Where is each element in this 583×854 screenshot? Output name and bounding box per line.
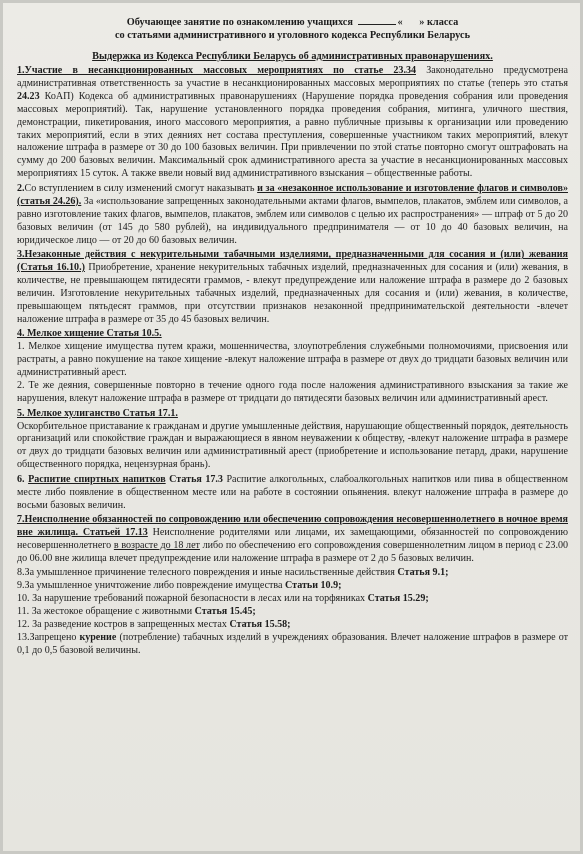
list-item-text: 11. За жестокое обращение с животными <box>17 606 195 618</box>
list-item <box>17 619 568 632</box>
list-item-text: 9.За умышленное уничтожение либо повреждение имущества <box>17 580 286 592</box>
section-2-number: 2. <box>17 182 25 194</box>
list-item <box>17 567 568 580</box>
list-item-text: 8.За умышленное причинение телесного повреждения и иные насильственные действия <box>17 567 398 579</box>
section-3-heading: 3.Незаконные действия с некурительными табачными изделиями, предназначенными для сосания и (или) жевания (Статья 16.10.) <box>17 249 568 274</box>
section-13-lead: 13.Запрещено <box>17 632 80 644</box>
section-2-heading: и за «незаконное использование и изготовление флагов и символов» (статья 24.26). <box>17 182 568 207</box>
section-5 <box>17 408 568 473</box>
list-item <box>17 580 568 593</box>
section-7-body-b: либо по обеспечению его сопровождения совершеннолетним лицом в период с 23.00 до 06.00 вне жилища влечет предупреждение или наложение штрафа в размере от 2 до 5 базовых величин. <box>17 540 569 565</box>
section-4-point-2: 2. Те же деяния, совершенные повторно в течение одного года после наложения административного взыскания за такие же нарушения, влекут наложение штрафа в размере от тридцати до пятидесяти базовых величин или административный арест. <box>17 380 568 405</box>
section-13-body: (потребление) табачных изделий в учреждениях образования. Влечет наложение штрафов в размере от 0,1 до 0,5 базовой величины. <box>17 632 569 657</box>
list-item-article: Статьи 10.9; <box>285 580 342 592</box>
section-2 <box>17 183 568 248</box>
section-6-number: 6. <box>17 473 29 485</box>
section-1-body-a: Законодательно предусмотрена административная ответственность за участие в несанкционированных массовых мероприятиях по статье (теперь это статья <box>17 64 568 89</box>
class-blank-line <box>358 15 396 25</box>
title-quote-open: « <box>397 17 403 28</box>
section-1-article: 24.23 <box>17 90 40 102</box>
title-line1-end: » класса <box>419 17 459 28</box>
document-page <box>3 3 580 851</box>
section-1-heading: 1.Участие в несанкционированных массовых мероприятиях по статье 23.34 <box>17 64 417 76</box>
list-item <box>17 606 568 619</box>
list-item-text: 12. За разведение костров в запрещенных местах <box>17 619 230 631</box>
list-item-article: Статья 15.58; <box>229 619 291 631</box>
section-6-body: Распитие алкогольных, слабоалкогольных напитков или пива в общественном месте либо появление в общественном месте или на работе в состоянии опьянения. влекут наложение штрафа в размере до восьми базовых величин. <box>17 473 569 511</box>
section-5-heading: 5. Мелкое хулиганство Статья 17.1. <box>17 407 178 419</box>
section-6-article: Статья 17.3 <box>165 473 223 485</box>
section-7-age: в возрасте до 18 лет <box>113 540 200 552</box>
section-4-point-1: 1. Мелкое хищение имущества путем кражи, мошенничества, злоупотребления служебными полномочиями, присвоения или растраты, а равно покушение на такое хищение -влекут наложение штрафа в размере от двух до тридцати базовых величин или административный арест. <box>17 341 568 379</box>
document-subtitle: Выдержка из Кодекса Республики Беларусь об административных правонарушениях. <box>92 50 493 62</box>
section-1 <box>17 65 568 182</box>
list-item-article: Статья 15.29; <box>367 593 429 605</box>
section-1-body-c: КоАП) Кодекса об административных правонарушениях (Нарушение порядка проведения собрания или проведения массовых мероприятий). Так, нарушение установленного порядка проведения собрания, митинга, уличного шествия, демонстрации, пикетирования, иного массового мероприятия, а равно публичные призывы к организации или проведению таких мероприятий, если в этих деяниях нет состава преступления, совершенные участником таких мероприятий, влекут наложение штрафа в размере от 30 до 100 базовых величин. При привлечении по этой статье повторно смогут оштрафовать на сумму до 200 базовых величин. Максимальный срок административного ареста за участие в несанкционированных массовых мероприятиях 15 суток. А также ввели новый вид административного взыскания – общественные работы. <box>17 90 568 180</box>
section-7-heading: 7.Неисполнение обязанностей по сопровождению или обеспечению сопровождения несовершеннолетнего в ночное время вне жилища. Статьей 17.13 <box>17 514 568 539</box>
section-4-heading: 4. Мелкое хищение Статья 10.5. <box>17 328 162 340</box>
section-3 <box>17 249 568 327</box>
section-13-bold: курение <box>79 632 117 644</box>
list-item-article: Статья 15.45; <box>194 606 256 618</box>
section-3-body: Приобретение, хранение некурительных табачных изделий, предназначенных для сосания и (или) жевания, в количестве, не превышающем пятидесяти граммов, - влекут предупреждение или наложение штрафа в размере до 2 базовых величин. Изготовление некурительных табачных изделий, предназначенных для сосания и (или) жевания, в количестве, превышающем пятьдесят граммов, при отсутствии признаков незаконной предпринимательской деятельности -влечет наложение штрафа в размере от 35 до 45 базовых величин. <box>17 262 569 325</box>
section-4 <box>17 328 568 406</box>
section-7 <box>17 514 568 566</box>
section-6-heading: Распитие спиртных напитков <box>28 473 166 485</box>
section-2-intro: Со вступлением в силу изменений смогут наказывать <box>24 182 258 194</box>
list-item <box>17 593 568 606</box>
title-line2: со статьями административного и уголовного кодекса Республики Беларусь <box>114 30 471 42</box>
section-7-body-a: Неисполнение родителями или лицами, их замещающими, обязанностей по сопровождению несовершеннолетнего <box>17 527 568 552</box>
section-5-body: Оскорбительное приставание к гражданам и другие умышленные действия, нарушающие общественный порядок, деятельность организаций или спокойствие граждан и выражающиеся в явном неуважении к обществу, -влекут наложение штрафа в размере от двух до тридцати базовых величин или административный арест (приобретение и использование петард, драки, нарушение общественного порядка, нецензурная брань). <box>17 420 568 471</box>
short-items-list <box>17 567 568 632</box>
list-item-article: Статья 9.1; <box>397 567 449 579</box>
section-2-body: За «использование запрещенных законодательными актами флагов, вымпелов, плакатов, эмблем или символов, а равно изготовление таких флагов, вымпелов, плакатов, эмблем или символов с целью их распространения» — штраф от 5 до 20 базовых величин (от 145 до 580 рублей), на индивидуального предпринимателя — от 10 до 40 базовых величин, на юридическое лицо — от 20 до 60 базовых величин. <box>17 195 568 246</box>
section-13 <box>17 632 568 658</box>
title-line1-start: Обучающее занятие по ознакомлению учащихся <box>126 17 353 28</box>
list-item-text: 10. За нарушение требований пожарной безопасности в лесах или на торфяниках <box>17 593 368 605</box>
section-6 <box>17 474 568 513</box>
document-title <box>17 15 568 43</box>
